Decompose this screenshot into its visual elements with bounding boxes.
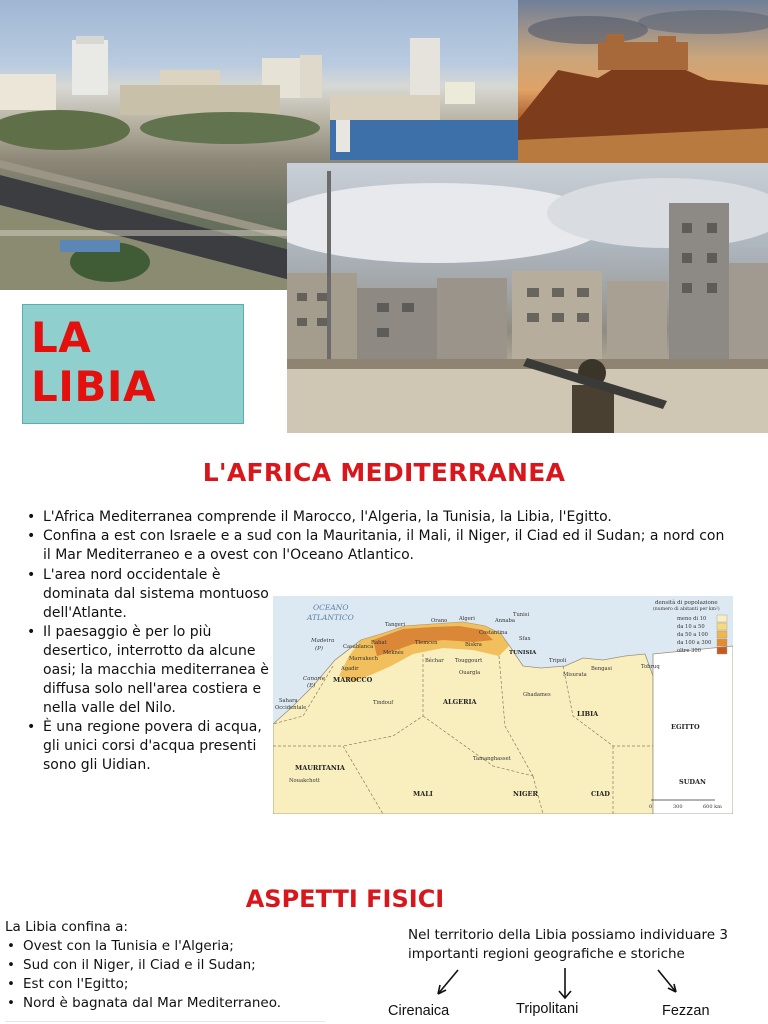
- legend-swatch: [717, 647, 727, 654]
- svg-text:600 km: 600 km: [703, 804, 722, 810]
- map-label-tindouf: Tindouf: [373, 700, 394, 706]
- map-label-niger: NIGER: [513, 790, 538, 798]
- list-item: • Est con l'Egitto;: [5, 975, 335, 994]
- title-box: [22, 304, 244, 424]
- section-heading-aspetti-fisici: ASPETTI FISICI: [245, 885, 445, 913]
- list-item: • L'area nord occidentale è dominata dal sistema montuoso dell'Atlante.: [25, 566, 270, 623]
- map-label-orano: Orano: [431, 618, 448, 624]
- region-label-fezzan: Fezzan: [662, 1003, 710, 1019]
- map-label-egitto: EGITTO: [671, 723, 700, 731]
- regions-description: Nel territorio della Libia possiamo individuare 3 importanti regioni geografiche e storiche: [408, 927, 728, 962]
- region-label-cirenaica: Cirenaica: [388, 1003, 450, 1019]
- map-label-sahara: Sahara: [279, 698, 298, 704]
- map-label-madeira: Madeira: [311, 638, 335, 644]
- map-label-tlemcen: Tlemcen: [415, 640, 438, 646]
- map-label-algeri: Algeri: [459, 616, 475, 622]
- map-label-bechar: Béchar: [425, 658, 444, 664]
- list-item: • Sud con il Niger, il Ciad e il Sudan;: [5, 956, 335, 975]
- list-item: • Ovest con la Tunisia e l'Algeria;: [5, 937, 335, 956]
- map-label-mali: MALI: [413, 790, 433, 798]
- map-label-ghadames: Ghadames: [523, 692, 551, 698]
- map-label-ouargla: Ouargla: [459, 670, 481, 676]
- map-label-annaba: Annaba: [495, 618, 515, 624]
- map-label-marocco: MAROCCO: [333, 676, 373, 684]
- map-label-ocean: OCEANO: [313, 603, 349, 612]
- list-item: • Confina a est con Israele e a sud con la Mauritania, il Mali, il Niger, il Ciad ed il Sudan; a nord con il Mar Mediterraneo e a ovest con l'Oceano Atlantico.: [25, 527, 725, 565]
- map-label-occidentale: Occidentale: [275, 705, 307, 711]
- map-label-tobruq: Tobruq: [641, 664, 660, 670]
- map-label-sudan: SUDAN: [679, 778, 706, 786]
- map-label-casablanca: Casablanca: [343, 644, 374, 650]
- map-label-mauritania: MAURITANIA: [295, 764, 345, 772]
- photo-ruined-buildings: [287, 163, 768, 433]
- list-item: • Nord è bagnata dal Mar Mediterraneo.: [5, 994, 335, 1013]
- region-label-tripolitani: Tripolitani: [516, 1001, 579, 1017]
- legend-swatch: [717, 631, 727, 638]
- population-density-map: [273, 596, 733, 814]
- legend-swatch: [717, 615, 727, 622]
- map-label-algeria: ALGERIA: [443, 698, 477, 706]
- legend-title: densità di popolazione: [655, 600, 718, 606]
- map-label-ciad: CIAD: [591, 790, 610, 798]
- map-label-canarie-e: (E): [307, 683, 316, 689]
- borders-intro: La Libia confina a:: [5, 919, 128, 935]
- photo-desert-castle: [518, 0, 768, 163]
- legend-label: da 50 a 100: [677, 632, 708, 638]
- divider: [5, 1021, 325, 1022]
- map-label-sfax: Sfax: [519, 636, 531, 642]
- legend-swatch: [717, 639, 727, 646]
- list-item: • Il paesaggio è per lo più desertico, interrotto da alcune oasi; la macchia mediterranea è diffusa solo nell'area costiera e nella valle del Nilo.: [25, 623, 270, 718]
- map-label-tunisia: TUNISIA: [509, 650, 537, 656]
- map-label-costantina: Costantina: [479, 630, 508, 636]
- map-label-tripoli: Tripoli: [549, 658, 567, 664]
- legend-swatch: [717, 623, 727, 630]
- page-title: LA LIBIA: [31, 313, 157, 411]
- intro-bullet-list: [25, 508, 725, 565]
- legend-label: da 10 a 50: [677, 624, 705, 630]
- svg-text:300: 300: [673, 804, 683, 810]
- side-bullet-list: [25, 566, 270, 775]
- map-label-agadir: Agadir: [341, 666, 359, 672]
- map-label-biskra: Biskra: [465, 642, 482, 648]
- map-label-tamanghasset: Tamanghasset: [473, 756, 511, 762]
- legend-subtitle: (numero di abitanti per km²): [653, 607, 720, 612]
- map-label-libia: LIBIA: [577, 710, 599, 718]
- map-label-marrakech: Marrakech: [349, 656, 378, 662]
- arrow-cirenaica: [438, 970, 458, 994]
- map-label-meknes: Meknès: [383, 650, 404, 656]
- map-label-touggourt: Touggourt: [455, 658, 483, 664]
- map-label-madeira-p: (P): [315, 646, 323, 652]
- section-heading-africa: L'AFRICA MEDITERRANEA: [202, 458, 566, 487]
- map-label-nouakchott: Nouakchott: [289, 778, 320, 784]
- svg-text:0: 0: [649, 804, 653, 810]
- map-label-bengasi: Bengasi: [591, 666, 612, 672]
- list-item: • L'Africa Mediterranea comprende il Marocco, l'Algeria, la Tunisia, la Libia, l'Egitto.: [25, 508, 725, 527]
- legend-label: oltre 300: [677, 648, 701, 654]
- arrow-fezzan: [658, 970, 676, 992]
- map-label-tangeri: Tangeri: [385, 622, 406, 628]
- list-item: • È una regione povera di acqua, gli unici corsi d'acqua presenti sono gli Uidian.: [25, 718, 270, 775]
- legend-label: meno di 10: [677, 616, 707, 622]
- map-label-misurata: Misurata: [563, 672, 587, 678]
- map-label-tunisi: Tunisi: [513, 612, 530, 618]
- borders-bullet-list: [5, 937, 335, 1013]
- legend-label: da 100 a 300: [677, 640, 712, 646]
- map-label-canarie: Canarie: [303, 676, 325, 682]
- map-label-rabat: Rabat: [371, 640, 387, 646]
- map-label-ocean-2: ATLANTICO: [307, 613, 354, 622]
